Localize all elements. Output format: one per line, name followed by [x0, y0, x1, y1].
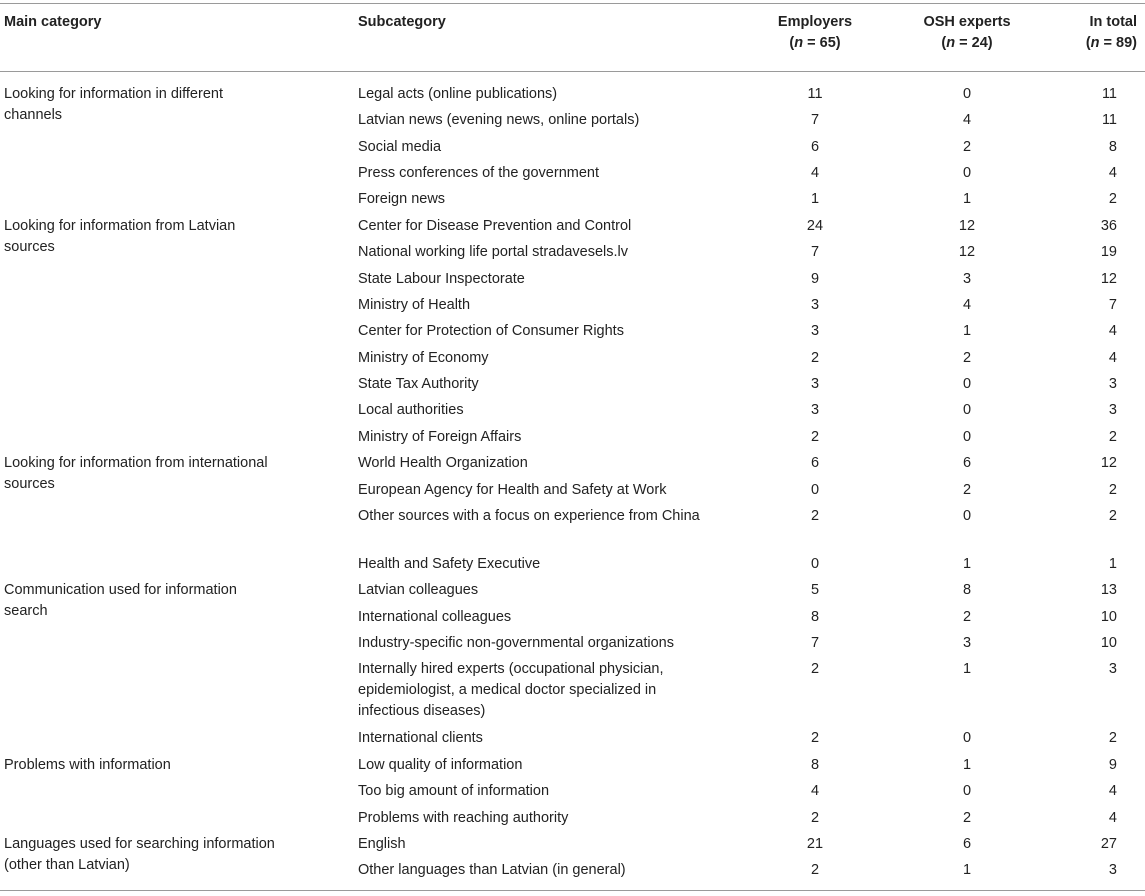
employers-cell: 0	[810, 556, 820, 572]
in-total-cell: 13	[1100, 582, 1117, 598]
osh-experts-cell: 4	[962, 297, 972, 313]
osh-experts-cell: 2	[962, 482, 972, 498]
subcategory-cell: State Tax Authority	[358, 376, 479, 392]
subcategory-cell: Problems with reaching authority	[358, 810, 569, 826]
osh-experts-cell: 1	[962, 862, 972, 878]
employers-cell: 2	[810, 429, 820, 445]
subcategory-cell: Other languages than Latvian (in general)	[358, 862, 626, 878]
in-total-cell: 3	[1108, 376, 1117, 392]
subcategory-cell: Ministry of Health	[358, 297, 471, 313]
subcategory-cell: English	[358, 836, 406, 852]
in-total-cell: 12	[1100, 271, 1117, 287]
in-total-cell: 4	[1108, 783, 1117, 799]
employers-cell: 0	[810, 482, 820, 498]
header-osh-count: (n = 24)	[941, 35, 993, 51]
subcategory-cell: Press conferences of the government	[358, 165, 599, 181]
employers-cell: 3	[810, 376, 820, 392]
subcategory-cell: National working life portal stradavesels.lv	[358, 244, 628, 260]
in-total-cell: 3	[1108, 402, 1117, 418]
in-total-cell: 11	[1101, 86, 1117, 102]
employers-cell: 4	[810, 783, 820, 799]
osh-experts-cell: 3	[962, 635, 972, 651]
header-total-count: (n = 89)	[1085, 35, 1137, 51]
osh-experts-cell: 12	[958, 218, 976, 234]
subcategory-cell: Legal acts (online publications)	[358, 86, 558, 102]
subcategory-cell: State Labour Inspectorate	[358, 271, 525, 287]
employers-cell: 11	[807, 86, 823, 102]
in-total-cell: 1	[1108, 556, 1117, 572]
employers-cell: 2	[810, 862, 820, 878]
osh-experts-cell: 2	[962, 609, 972, 625]
in-total-cell: 7	[1108, 297, 1117, 313]
subcategory-cell: Low quality of information	[358, 757, 523, 773]
header-osh-experts	[912, 12, 1022, 54]
osh-experts-cell: 1	[962, 191, 972, 207]
subcategory-cell: Foreign news	[358, 191, 446, 207]
employers-cell: 7	[810, 244, 820, 260]
in-total-cell: 4	[1108, 810, 1117, 826]
in-total-cell: 36	[1100, 218, 1117, 234]
main-category-cell: Languages used for searching information (other than Latvian)	[4, 836, 275, 873]
osh-experts-cell: 0	[962, 783, 972, 799]
table-bottom-rule	[0, 890, 1145, 891]
osh-experts-cell: 6	[962, 455, 972, 471]
in-total-cell: 2	[1108, 429, 1117, 445]
header-osh-label: OSH experts	[923, 14, 1011, 30]
employers-cell: 3	[810, 323, 820, 339]
in-total-cell: 27	[1100, 836, 1117, 852]
employers-cell: 8	[810, 757, 820, 773]
employers-cell: 5	[810, 582, 820, 598]
employers-cell: 2	[810, 730, 820, 746]
subcategory-cell: Too big amount of information	[358, 783, 550, 799]
in-total-cell: 4	[1108, 165, 1117, 181]
employers-cell: 6	[810, 139, 820, 155]
osh-experts-cell: 4	[962, 112, 972, 128]
osh-experts-cell: 0	[962, 376, 972, 392]
main-category-cell: Looking for information from Latvian sources	[4, 218, 236, 255]
in-total-cell: 9	[1108, 757, 1117, 773]
osh-experts-cell: 2	[962, 139, 972, 155]
subcategory-cell: Latvian colleagues	[358, 582, 479, 598]
subcategory-cell: Ministry of Foreign Affairs	[358, 429, 522, 445]
subcategory-cell: Health and Safety Executive	[358, 556, 541, 572]
employers-cell: 9	[810, 271, 820, 287]
in-total-cell: 19	[1100, 244, 1117, 260]
in-total-cell: 8	[1108, 139, 1117, 155]
osh-experts-cell: 1	[962, 757, 972, 773]
main-category-cell: Looking for information from international sources	[4, 455, 268, 492]
employers-cell: 7	[810, 112, 820, 128]
subcategory-cell: Ministry of Economy	[358, 350, 489, 366]
in-total-cell: 11	[1101, 112, 1117, 128]
employers-cell: 8	[810, 609, 820, 625]
main-category-cell: Problems with information	[4, 757, 171, 773]
osh-experts-cell: 0	[962, 402, 972, 418]
header-subcategory: Subcategory	[358, 14, 446, 30]
subcategory-cell: European Agency for Health and Safety at Work	[358, 482, 667, 498]
header-employers-count: (n = 65)	[789, 35, 841, 51]
in-total-cell: 2	[1108, 508, 1117, 524]
osh-experts-cell: 1	[962, 556, 972, 572]
in-total-cell: 2	[1108, 482, 1117, 498]
employers-cell: 2	[810, 661, 820, 677]
employers-cell: 1	[810, 191, 820, 207]
osh-experts-cell: 6	[962, 836, 972, 852]
osh-experts-cell: 0	[962, 86, 972, 102]
header-main-category: Main category	[4, 14, 102, 30]
osh-experts-cell: 0	[962, 429, 972, 445]
in-total-cell: 10	[1100, 609, 1117, 625]
subcategory-cell: Internally hired experts (occupational physician, epidemiologist, a medical doctor specialized in infectious diseases)	[358, 661, 664, 719]
osh-experts-cell: 12	[958, 244, 976, 260]
employers-cell: 3	[810, 297, 820, 313]
subcategory-cell: Local authorities	[358, 402, 464, 418]
osh-experts-cell: 3	[962, 271, 972, 287]
subcategory-cell: Social media	[358, 139, 442, 155]
subcategory-cell: International colleagues	[358, 609, 512, 625]
employers-cell: 2	[810, 508, 820, 524]
header-in-total	[1040, 12, 1137, 54]
in-total-cell: 4	[1108, 350, 1117, 366]
subcategory-cell: Other sources with a focus on experience from China	[358, 508, 700, 524]
subcategory-cell: Center for Protection of Consumer Rights	[358, 323, 624, 339]
subcategory-cell: International clients	[358, 730, 483, 746]
osh-experts-cell: 2	[962, 350, 972, 366]
in-total-cell: 12	[1100, 455, 1117, 471]
subcategory-cell: Industry-specific non-governmental organizations	[358, 635, 674, 651]
header-total-label: In total	[1089, 14, 1137, 30]
osh-experts-cell: 0	[962, 508, 972, 524]
subcategory-cell: World Health Organization	[358, 455, 528, 471]
in-total-cell: 2	[1108, 191, 1117, 207]
employers-cell: 6	[810, 455, 820, 471]
employers-cell: 7	[810, 635, 820, 651]
in-total-cell: 3	[1108, 661, 1117, 677]
osh-experts-cell: 1	[962, 661, 972, 677]
main-category-cell: Looking for information in different channels	[4, 86, 223, 123]
in-total-cell: 2	[1108, 730, 1117, 746]
osh-experts-cell: 0	[962, 165, 972, 181]
employers-cell: 4	[810, 165, 820, 181]
employers-cell: 24	[806, 218, 824, 234]
osh-experts-cell: 8	[962, 582, 972, 598]
osh-experts-cell: 1	[962, 323, 972, 339]
header-employers-label: Employers	[777, 14, 853, 30]
in-total-cell: 3	[1108, 862, 1117, 878]
employers-cell: 21	[806, 836, 824, 852]
in-total-cell: 4	[1108, 323, 1117, 339]
header-employers	[770, 12, 860, 54]
osh-experts-cell: 0	[962, 730, 972, 746]
employers-cell: 2	[810, 350, 820, 366]
main-category-cell: Communication used for information search	[4, 582, 237, 619]
table-top-rule	[0, 3, 1145, 4]
employers-cell: 2	[810, 810, 820, 826]
osh-experts-cell: 2	[962, 810, 972, 826]
subcategory-cell: Latvian news (evening news, online portals)	[358, 112, 640, 128]
header-rule	[0, 71, 1145, 72]
subcategory-cell: Center for Disease Prevention and Control	[358, 218, 632, 234]
in-total-cell: 10	[1100, 635, 1117, 651]
employers-cell: 3	[810, 402, 820, 418]
